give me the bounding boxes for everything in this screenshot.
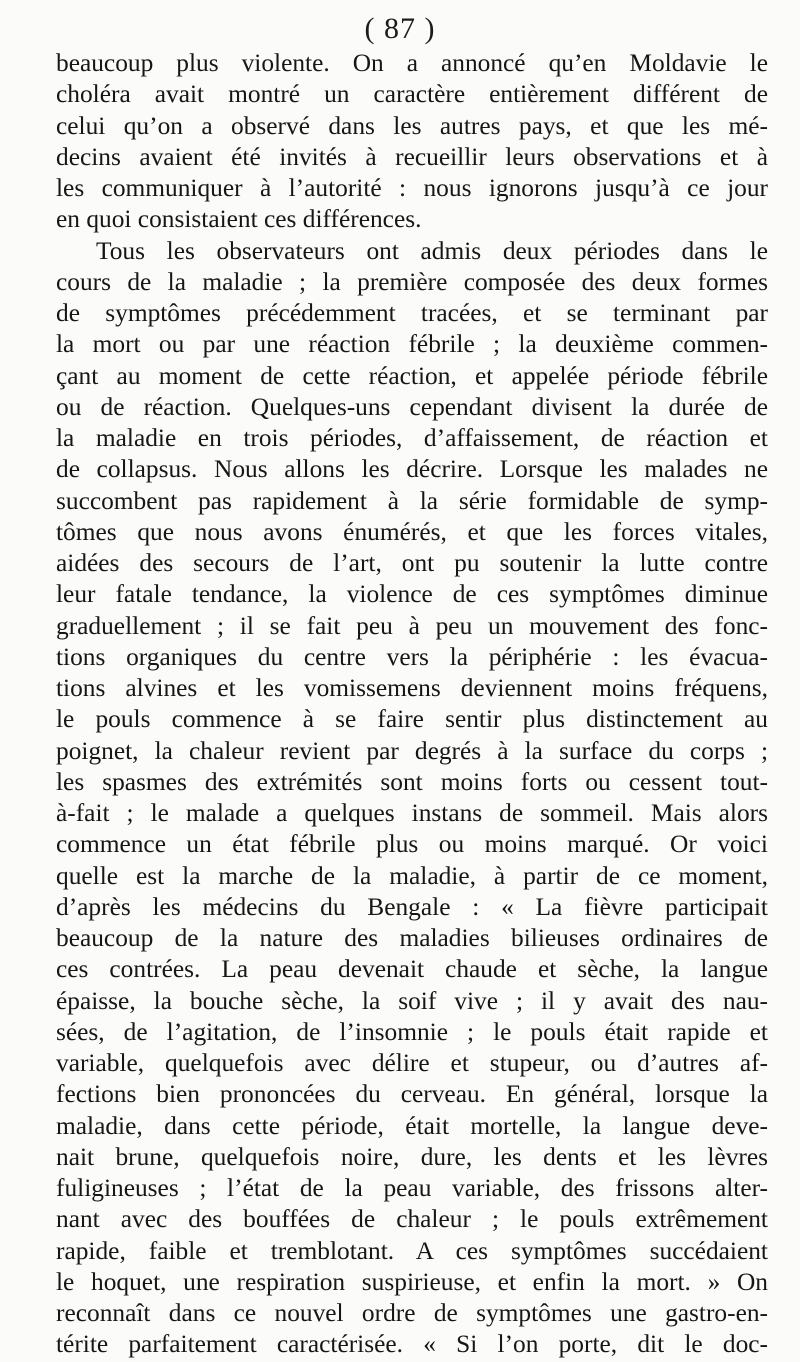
text-line: nait brune, quelquefois noire, dure, les dents et les lèvres — [56, 1142, 768, 1171]
text-line: poignet, la chaleur revient par degrés à la surface du corps ; — [56, 736, 768, 765]
text-line: fections bien prononcées du cerveau. En général, lorsque la — [56, 1080, 768, 1109]
text-line: aidées des secours de l’art, ont pu soutenir la lutte contre — [56, 549, 768, 577]
text-line: les communiquer à l’autorité : nous ignorons jusqu’à ce jour — [56, 174, 768, 202]
text-line: le pouls commence à se faire sentir plus distinctement au — [56, 705, 768, 734]
text-line: à-fait ; le malade a quelques instans de sommeil. Mais alors — [56, 799, 768, 827]
text-line: tômes que nous avons énumérés, et que les forces vitales, — [56, 517, 768, 546]
page-number: ( 87 ) — [364, 12, 436, 45]
text-line: tions organiques du centre vers la périphérie : les évacua- — [56, 642, 768, 671]
text-line: de symptômes précédemment tracées, et se terminant par — [56, 299, 768, 327]
text-line: variable, quelquefois avec délire et stupeur, ou d’autres af- — [56, 1049, 768, 1077]
text-line: térite parfaitement caractérisée. « Si l’on porte, dit le doc- — [56, 1330, 768, 1359]
text-line: reconnaît dans ce nouvel ordre de symptômes une gastro-en- — [56, 1299, 768, 1327]
text-line: rapide, faible et tremblotant. A ces symptômes succédaient — [56, 1236, 768, 1265]
text-line: tions alvines et les vomissemens deviennent moins fréquens, — [56, 674, 768, 702]
text-line: commence un état fébrile plus ou moins marqué. Or voici — [56, 830, 768, 859]
text-line: choléra avait montré un caractère entièrement différent de — [56, 80, 768, 109]
text-line: la mort ou par une réaction fébrile ; la deuxième commen- — [56, 330, 768, 359]
text-line: d’après les médecins du Bengale : « La fièvre participait — [56, 892, 768, 921]
text-line: çant au moment de cette réaction, et appelée période fébrile — [56, 361, 768, 390]
body-text — [56, 48, 768, 1361]
text-line: les spasmes des extrémités sont moins forts ou cessent tout- — [56, 767, 768, 796]
text-line: en quoi consistaient ces différences. — [56, 205, 422, 234]
text-line: celui qu’on a observé dans les autres pays, et que les mé- — [56, 111, 768, 140]
text-line: la maladie en trois périodes, d’affaissement, de réaction et — [56, 424, 768, 452]
text-line: ou de réaction. Quelques-uns cependant divisent la durée de — [56, 392, 768, 421]
text-line: ces contrées. La peau devenait chaude et sèche, la langue — [56, 955, 768, 984]
text-line: succombent pas rapidement à la série formidable de symp- — [56, 486, 768, 515]
text-line: graduellement ; il se fait peu à peu un mouvement des fonc- — [56, 611, 768, 640]
text-line: beaucoup de la nature des maladies bilieuses ordinaires de — [56, 924, 768, 952]
text-line: decins avaient été invités à recueillir leurs observations et à — [56, 142, 768, 171]
text-line: maladie, dans cette période, était mortelle, la langue deve- — [56, 1111, 768, 1140]
text-line: Tous les observateurs ont admis deux périodes dans le — [96, 236, 768, 265]
text-line: fuligineuses ; l’état de la peau variable, des frissons alter- — [56, 1174, 768, 1202]
text-line: nant avec des bouffées de chaleur ; le pouls extrêmement — [56, 1205, 768, 1234]
text-line: cours de la maladie ; la première composée des deux formes — [56, 267, 768, 296]
text-line: de collapsus. Nous allons les décrire. Lorsque les malades ne — [56, 455, 768, 484]
text-line: leur fatale tendance, la violence de ces symptômes diminue — [56, 580, 768, 609]
text-line: sées, de l’agitation, de l’insomnie ; le pouls était rapide et — [56, 1017, 768, 1046]
text-line: beaucoup plus violente. On a annoncé qu’en Moldavie le — [56, 49, 768, 77]
text-line: le hoquet, une respiration suspirieuse, et enfin la mort. » On — [56, 1267, 768, 1296]
text-line: épaisse, la bouche sèche, la soif vive ; il y avait des nau- — [56, 986, 768, 1015]
text-line: quelle est la marche de la maladie, à partir de ce moment, — [56, 861, 768, 890]
